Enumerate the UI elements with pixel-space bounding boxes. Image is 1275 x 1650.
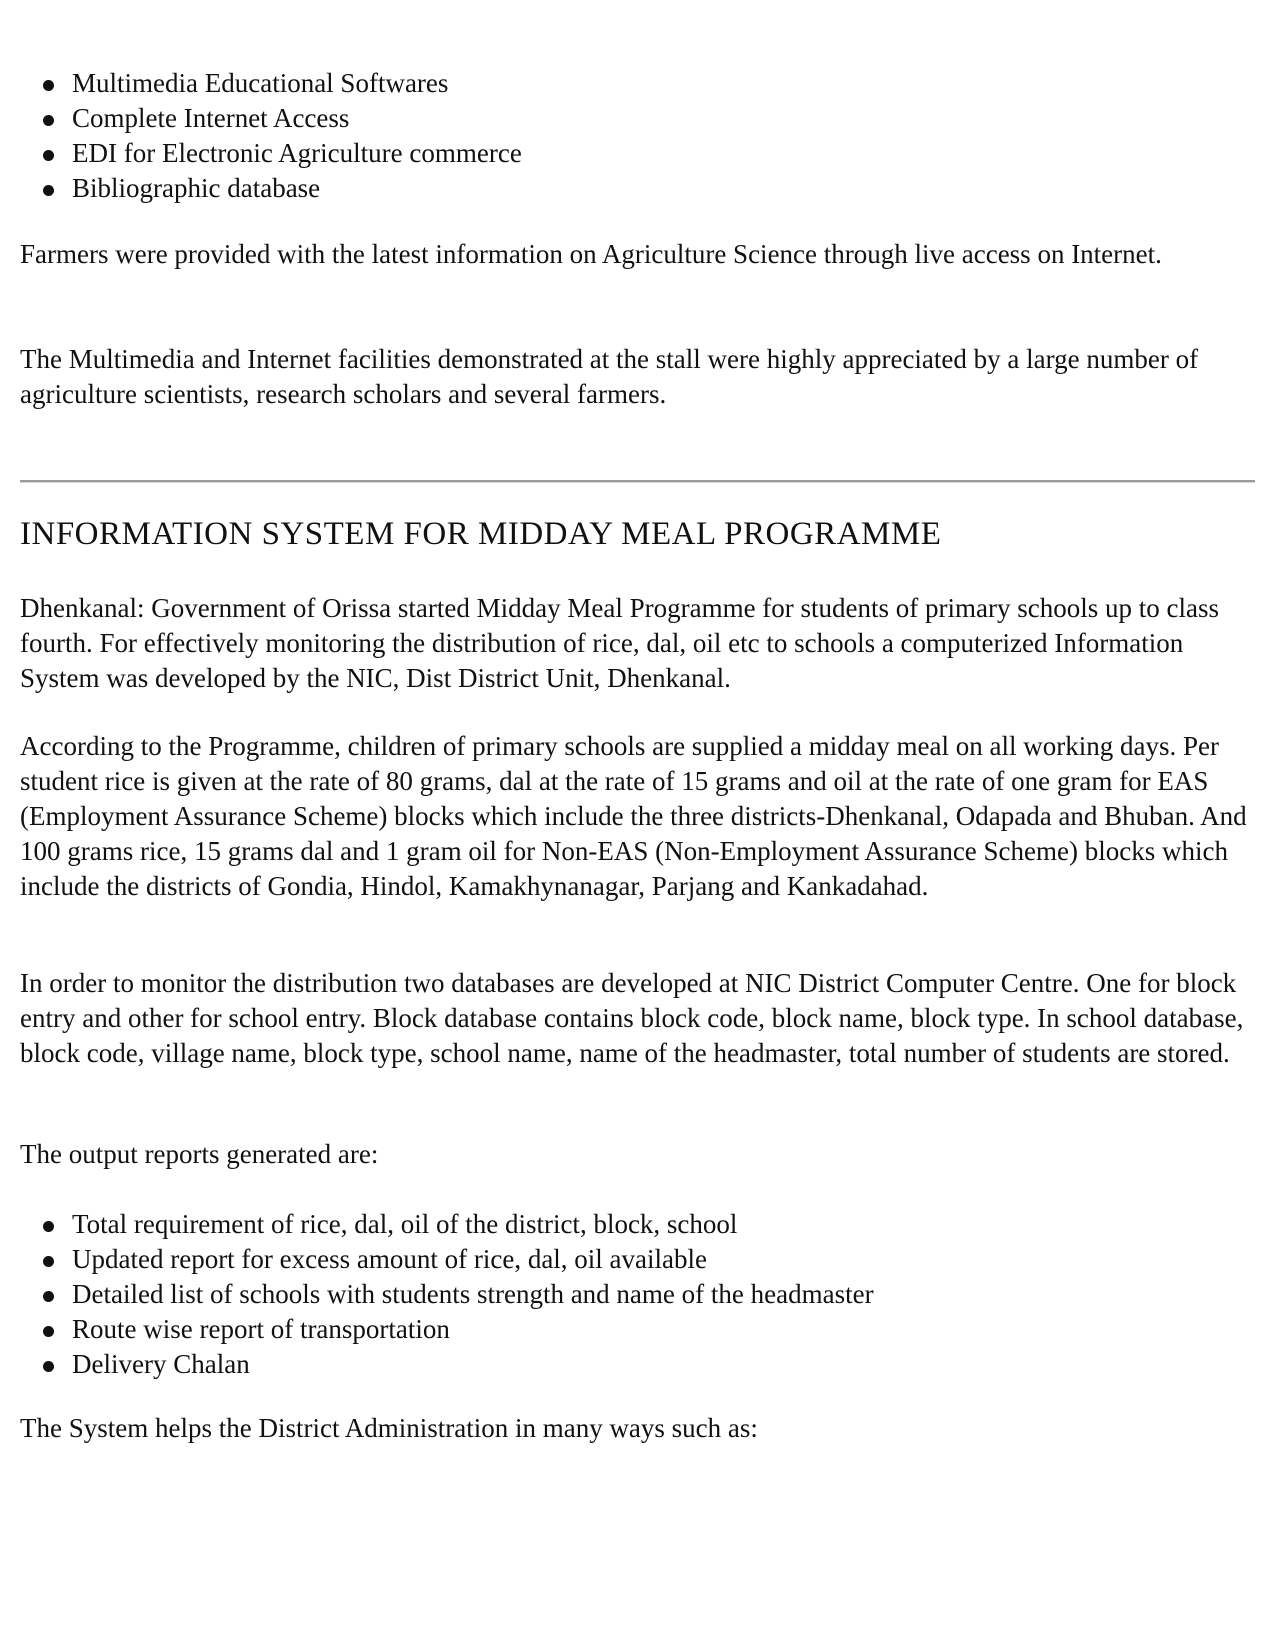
bullet-icon bbox=[43, 1221, 54, 1232]
horizontal-divider bbox=[20, 480, 1255, 483]
paragraph-intro: Dhenkanal: Government of Orissa started Midday Meal Programme for students of primary schools up to class fourth. For effectively monitoring the distribution of rice, dal, oil etc to schools a computerized Information System was developed by the NIC, Dist District Unit, Dhenkanal. bbox=[20, 593, 1219, 693]
paragraph-databases: In order to monitor the distribution two databases are developed at NIC District Computer Centre. One for block entry and other for school entry. Block database contains block code, block name, block type. In school database, block code, village name, block type, school name, name of the headmaster, total number of students are stored. bbox=[20, 968, 1244, 1068]
section-heading: INFORMATION SYSTEM FOR MIDDAY MEAL PROGRAMME bbox=[20, 516, 942, 552]
top-bullet-list bbox=[20, 66, 1275, 206]
bullet-icon bbox=[43, 185, 54, 196]
reports-bullet-list bbox=[20, 1207, 1275, 1382]
paragraph-stall-appreciation: The Multimedia and Internet facilities demonstrated at the stall were highly appreciated by a large number of agriculture scientists, research scholars and several farmers. bbox=[20, 344, 1199, 409]
list-item: EDI for Electronic Agriculture commerce bbox=[72, 136, 1275, 171]
list-item: Complete Internet Access bbox=[72, 101, 1275, 136]
list-item: Detailed list of schools with students strength and name of the headmaster bbox=[72, 1277, 1275, 1312]
list-item: Route wise report of transportation bbox=[72, 1312, 1275, 1347]
paragraph-closing: The System helps the District Administration in many ways such as: bbox=[20, 1413, 758, 1443]
list-item: Bibliographic database bbox=[72, 171, 1275, 206]
list-item: Multimedia Educational Softwares bbox=[72, 66, 1275, 101]
bullet-icon bbox=[43, 1361, 54, 1372]
bullet-icon bbox=[43, 115, 54, 126]
bullet-icon bbox=[43, 150, 54, 161]
bullet-icon bbox=[43, 1291, 54, 1302]
paragraph-programme-rates: According to the Programme, children of primary schools are supplied a midday meal on all working days. Per student rice is given at the rate of 80 grams, dal at the rate of 15 grams and oil at the rate of one gram for EAS (Employment Assurance Scheme) blocks which include the three districts-Dhenkanal, Odapada and Bhuban. And 100 grams rice, 15 grams dal and 1 gram oil for Non-EAS (Non-Employment Assurance Scheme) blocks which include the districts of Gondia, Hindol, Kamakhynanagar, Parjang and Kankadahad. bbox=[20, 731, 1247, 901]
bullet-icon bbox=[43, 1326, 54, 1337]
list-item: Updated report for excess amount of rice, dal, oil available bbox=[72, 1242, 1275, 1277]
list-item: Total requirement of rice, dal, oil of the district, block, school bbox=[72, 1207, 1275, 1242]
paragraph-reports-intro: The output reports generated are: bbox=[20, 1139, 379, 1169]
bullet-icon bbox=[43, 80, 54, 91]
paragraph-farmers-info: Farmers were provided with the latest information on Agriculture Science through live access on Internet. bbox=[20, 239, 1162, 269]
list-item: Delivery Chalan bbox=[72, 1347, 1275, 1382]
bullet-icon bbox=[43, 1256, 54, 1267]
